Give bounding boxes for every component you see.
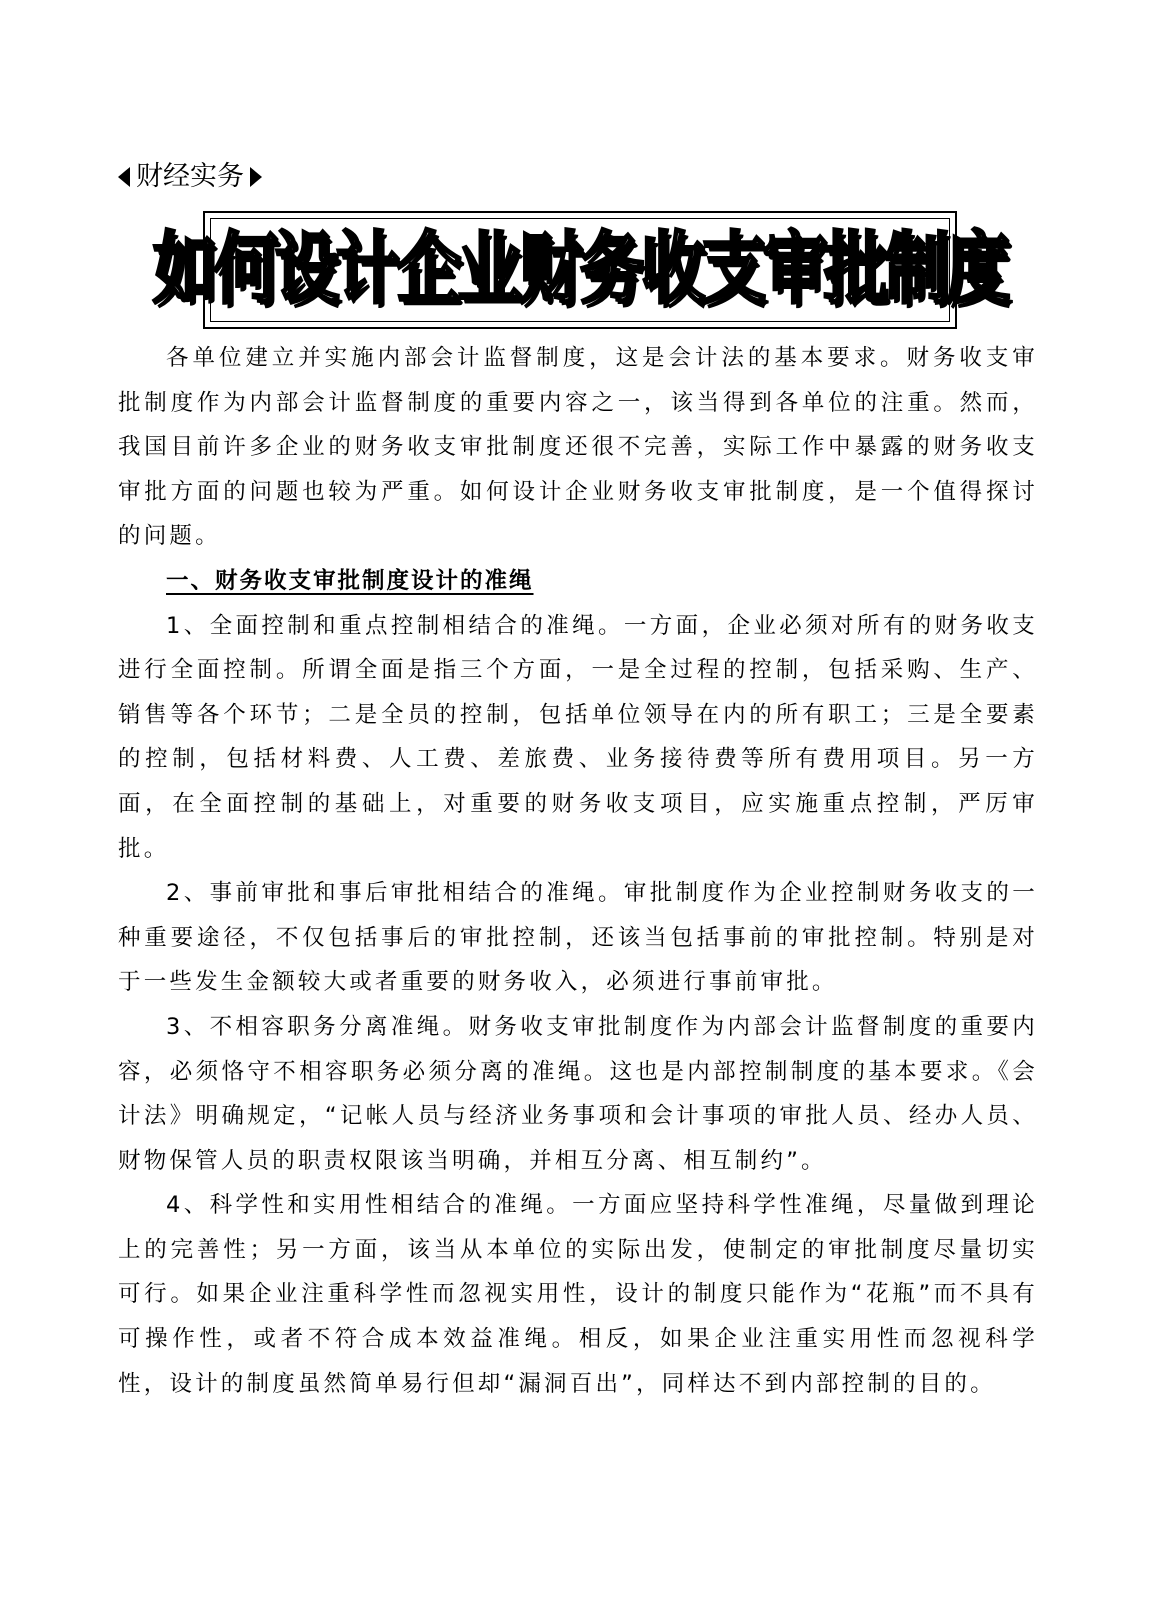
triangle-right-icon xyxy=(250,167,262,187)
section-tag xyxy=(118,158,262,196)
paragraph-3: 3、不相容职务分离准绳。财务收支审批制度作为内部会计监督制度的重要内容，必须恪守不相容职务必须分离的准绳。这也是内部控制制度的基本要求。《会计法》明确规定，“记帐人员与经济业务事项和会计事项的审批人员、经办人员、财物保管人员的职责权限该当明确，并相互分离、相互制约”。 xyxy=(118,1013,1038,1174)
article-body xyxy=(118,336,1038,1406)
section-heading-text: 一、财务收支审批制度设计的准绳 xyxy=(166,567,534,594)
page-title: 如何设计企业财务收支审批制度 xyxy=(153,224,1007,316)
paragraph-4: 4、科学性和实用性相结合的准绳。一方面应坚持科学性准绳，尽量做到理论上的完善性；另一方面，该当从本单位的实际出发，使制定的审批制度尽量切实可行。如果企业注重科学性而忽视实用性，设计的制度只能作为“花瓶”而不具有可操作性，或者不符合成本效益准绳。相反，如果企业注重实用性而忽视科学性，设计的制度虽然简单易行但却“漏洞百出”，同样达不到内部控制的目的。 xyxy=(118,1192,1038,1397)
paragraph-1: 1、全面控制和重点控制相结合的准绳。一方面，企业必须对所有的财务收支进行全面控制。所谓全面是指三个方面，一是全过程的控制，包括采购、生产、销售等各个环节；二是全员的控制，包括单位领导在内的所有职工；三是全要素的控制，包括材料费、人工费、差旅费、业务接待费等所有费用项目。另一方面，在全面控制的基础上，对重要的财务收支项目，应实施重点控制，严厉审批。 xyxy=(118,612,1038,862)
intro-paragraph: 各单位建立并实施内部会计监督制度，这是会计法的基本要求。财务收支审批制度作为内部会计监督制度的重要内容之一，该当得到各单位的注重。然而，我国目前许多企业的财务收支审批制度还很不完善，实际工作中暴露的财务收支审批方面的问题也较为严重。如何设计企业财务收支审批制度，是一个值得探讨的问题。 xyxy=(118,345,1038,550)
title-frame xyxy=(153,211,1007,329)
paragraph-2: 2、事前审批和事后审批相结合的准绳。审批制度作为企业控制财务收支的一种重要途径，不仅包括事后的审批控制，还该当包括事前的审批控制。特别是对于一些发生金额较大或者重要的财务收入，必须进行事前审批。 xyxy=(118,880,1038,996)
section-tag-label: 财经实务 xyxy=(136,161,244,192)
triangle-left-icon xyxy=(118,167,130,187)
section-heading xyxy=(118,559,1038,604)
title-inner-frame xyxy=(153,218,1007,322)
